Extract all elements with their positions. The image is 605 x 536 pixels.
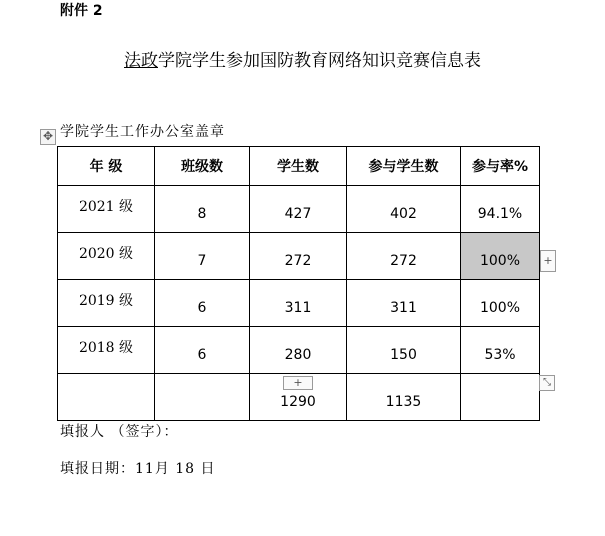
grade-cell[interactable]: 2020 级 [58, 233, 155, 280]
rate-cell[interactable]: 53% [461, 327, 540, 374]
header-grade[interactable]: 年 级 [58, 147, 155, 186]
students-cell[interactable]: 272 [250, 233, 347, 280]
grade-cell[interactable]: 2018 级 [58, 327, 155, 374]
table-row [58, 233, 540, 280]
rate-cell-selected[interactable]: 100% [461, 233, 540, 280]
participants-cell[interactable]: 311 [347, 280, 461, 327]
header-rate[interactable]: 参与率% [461, 147, 540, 186]
document-title [0, 46, 605, 71]
students-cell[interactable]: 311 [250, 280, 347, 327]
add-row-icon[interactable]: + [283, 376, 313, 390]
header-classes[interactable]: 班级数 [155, 147, 250, 186]
table-move-handle-icon[interactable]: ✥ [40, 129, 56, 145]
total-grade-cell[interactable] [58, 374, 155, 421]
table-row [58, 327, 540, 374]
participants-cell[interactable]: 272 [347, 233, 461, 280]
rate-cell[interactable]: 100% [461, 280, 540, 327]
table-row [58, 280, 540, 327]
grade-cell[interactable]: 2019 级 [58, 280, 155, 327]
table-header-row [58, 147, 540, 186]
participants-cell[interactable]: 402 [347, 186, 461, 233]
grade-cell[interactable]: 2021 级 [58, 186, 155, 233]
title-rest: 学院学生参加国防教育网络知识竞赛信息表 [158, 51, 481, 71]
classes-cell[interactable]: 8 [155, 186, 250, 233]
add-column-icon[interactable]: + [540, 250, 556, 272]
classes-cell[interactable]: 6 [155, 327, 250, 374]
header-students[interactable]: 学生数 [250, 147, 347, 186]
total-rate-cell[interactable] [461, 374, 540, 421]
title-college-name: 法政 [124, 51, 158, 71]
header-participants[interactable]: 参与学生数 [347, 147, 461, 186]
office-stamp-label: 学院学生工作办公室盖章 [60, 124, 225, 140]
rate-cell[interactable]: 94.1% [461, 186, 540, 233]
students-cell[interactable]: 280 [250, 327, 347, 374]
total-students-cell[interactable]: 1290 [250, 374, 347, 421]
table-resize-icon[interactable]: ⤡ [539, 375, 555, 391]
total-classes-cell[interactable] [155, 374, 250, 421]
students-cell[interactable]: 427 [250, 186, 347, 233]
filler-signature-label: 填报人 （签字）： [60, 424, 179, 440]
classes-cell[interactable]: 6 [155, 280, 250, 327]
participants-cell[interactable]: 150 [347, 327, 461, 374]
classes-cell[interactable]: 7 [155, 233, 250, 280]
attachment-label: 附件 2 [60, 3, 103, 19]
fill-date-label: 填报日期：11月 18 日 [60, 461, 216, 477]
total-participants-cell[interactable]: 1135 [347, 374, 461, 421]
table-row [58, 186, 540, 233]
